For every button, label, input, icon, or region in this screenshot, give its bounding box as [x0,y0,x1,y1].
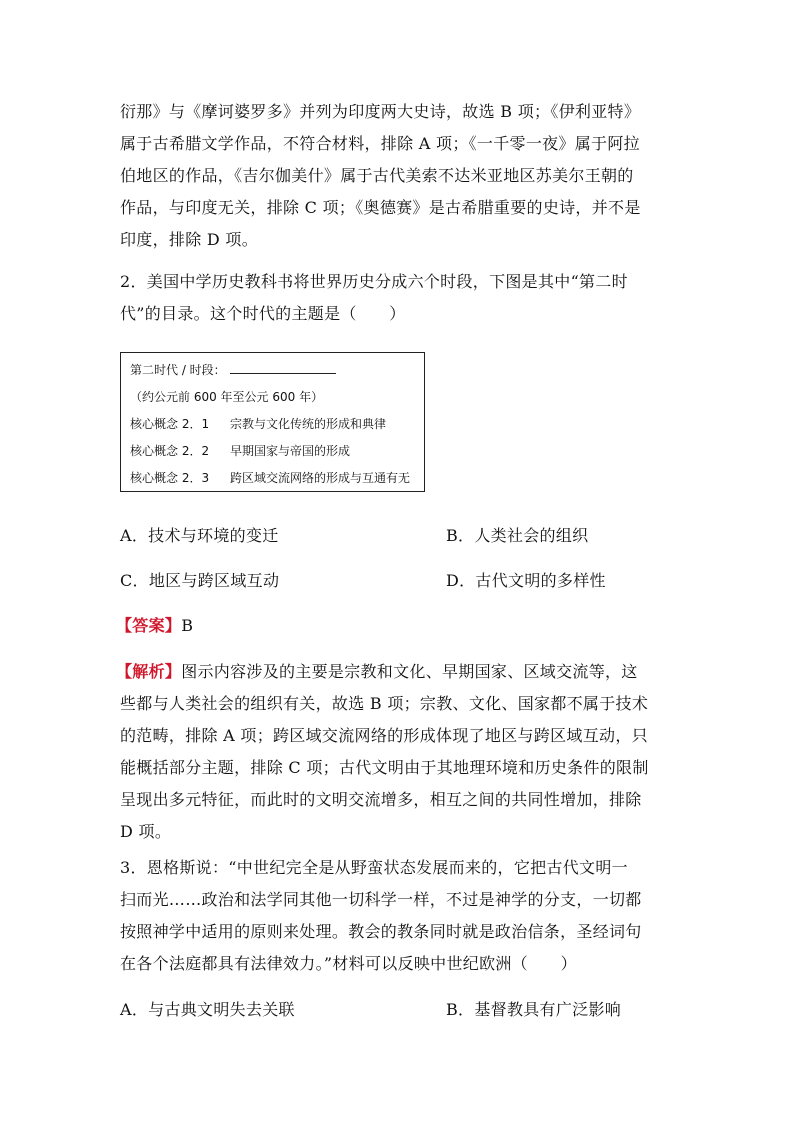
figure-header-text: 第二时代 / 时段： [130,363,226,377]
text-line: 能概括部分主题，排除 C 项；古代文明由于其地理环境和历史条件的限制 [120,758,649,777]
answer-line [116,614,193,638]
option-d: D．古代文明的多样性 [446,571,606,590]
fill-in-blank [230,361,336,374]
text-line: 的范畴，排除 A 项；跨区域交流网络的形成体现了地区与跨区域互动，只 [120,726,648,745]
question-2-figure [120,352,425,492]
analysis-paragraph [116,656,686,848]
text-line: 2．美国中学历史教科书将世界历史分成六个时段，下图是其中“第二时 [120,272,628,291]
text-line: 印度，排除 D 项。 [120,230,259,249]
text-line: 些都与人类社会的组织有关，故选 B 项；宗教、文化、国家都不属于技术 [120,694,649,713]
text-line: 扫而光……政治和法学同其他一切科学一样，不过是神学的分支，一切都 [120,890,642,909]
question-3-stem [120,852,680,980]
text-line: D 项。 [120,822,172,841]
concept-code: 核心概念 2．2 [130,444,210,458]
concept-text: 宗教与文化传统的形成和典律 [230,417,387,431]
text-line: 作品，与印度无关，排除 C 项；《奥德赛》是古希腊重要的史诗，并不是 [120,198,641,217]
text-line: 代”的目录。这个时代的主题是（ ） [120,304,406,323]
option-b: B．人类社会的组织 [446,526,589,545]
figure-period: （约公元前 600 年至公元 600 年） [130,390,324,404]
analysis-tag: 【解析】 [116,662,182,681]
figure-concept-row [130,415,386,432]
option-c: C．地区与跨区域互动 [120,571,280,590]
figure-concept-row [130,469,410,486]
text-line: 伯地区的作品，《吉尔伽美什》属于古代美索不达米亚地区苏美尔王朝的 [120,166,634,185]
figure-header [130,361,336,378]
concept-text: 跨区域交流网络的形成与互通有无 [230,471,411,485]
option-b: B．基督教具有广泛影响 [446,1000,622,1019]
text-line: 衍那》与《摩诃婆罗多》并列为印度两大史诗，故选 B 项；《伊利亚特》 [120,102,641,121]
option-a: A．技术与环境的变迁 [120,526,279,545]
concept-code: 核心概念 2．1 [130,417,210,431]
text-line: 在各个法庭都具有法律效力。”材料可以反映中世纪欧洲（ ） [120,954,577,973]
analysis-first-line: 图示内容涉及的主要是宗教和文化、早期国家、区域交流等，这 [181,662,638,681]
text-line: 属于古希腊文学作品，不符合材料，排除 A 项；《一千零一夜》属于阿拉 [120,134,640,153]
question-2-stem [120,266,680,330]
answer-tag: 【答案】 [116,616,182,635]
answer-value: B [181,616,194,635]
option-a: A．与古典文明失去关联 [120,1000,295,1019]
text-line: 呈现出多元特征，而此时的文明交流增多，相互之间的共同性增加，排除 [120,790,642,809]
text-line [116,656,686,688]
intro-paragraph [120,96,680,256]
concept-text: 早期国家与帝国的形成 [230,444,351,458]
text-line: 按照神学中适用的原则来处理。教会的教条同时就是政治信条，圣经词句 [120,922,642,941]
figure-concept-row [130,442,350,459]
text-line: 3．恩格斯说：“中世纪完全是从野蛮状态发展而来的，它把古代文明一 [120,858,628,877]
concept-code: 核心概念 2．3 [130,471,210,485]
